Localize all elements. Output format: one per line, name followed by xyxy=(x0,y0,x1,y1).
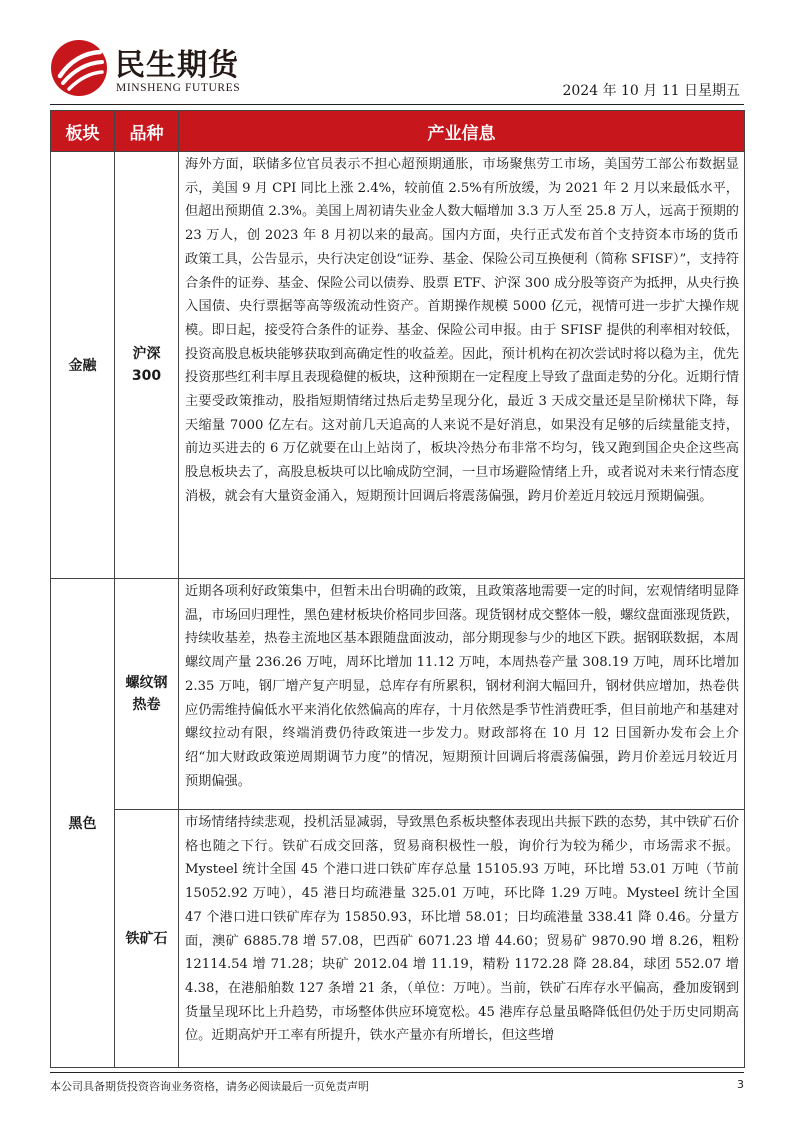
info-cell-iron-ore-wrapper xyxy=(179,810,745,1068)
info-cell-csi300: 海外方面，联储多位官员表示不担心超预期通胀，市场聚焦劳工市场，美国劳工部公布数据显示，美国 9 月 CPI 同比上涨 2.4%，较前值 2.5%有所放缓，为 2021 年 2 月以来最低水平，但超出预期值 2.3%。美国上周初请失业金人数大幅增加 3.3 万人至 25.8 万人，远高于预期的 23 万人，创 2023 年 8 月初以来的最高。国内方面，央行正式发布首个支持资本市场的货币政策工具，公告显示，央行决定创设“证券、基金、保险公司互换便利（简称 SFISF）”，支持符合条件的证券、基金、保险公司以债券、股票 ETF、沪深 300 成分股等资产为抵押，从央行换入国债、央行票据等高等级流动性资产。首期操作规模 5000 亿元，视情可进一步扩大操作规模。即日起，接受符合条件的证券、基金、保险公司申报。由于 SFISF 提供的利率相对较低，投资高股息板块能够获取到高确定性的收益差。因此，预计机构在初次尝试时将以稳为主，优先投资那些红利丰厚且表现稳健的板块，这种预期在一定程度上导致了盘面走势的分化。近期行情主要受政策推动，股指短期情绪过热后走势呈现分化，最近 3 天成交量还是呈阶梯状下降，每天缩量 7000 亿左右。这对前几天追高的人来说不是好消息，如果没有足够的后续量能支持，前边买进去的 6 万亿就要在山上站岗了，板块冷热分布非常不均匀，钱又跑到国企央企这些高股息板块去了，高股息板块可以比喻成防空洞，一旦市场避险情绪上升，或者说对未来行情态度消极，就会有大量资金涌入，短期预计回调后将震荡偏强，跨月价差近月较远月预期偏强。 xyxy=(179,152,745,579)
page-header xyxy=(50,36,744,104)
page-number: 3 xyxy=(737,1078,744,1091)
column-header-sector: 板块 xyxy=(51,111,115,152)
info-cell-iron-ore: 市场情绪持续悲观，投机活显减弱，导致黑色系板块整体表现出共振下跌的态势，其中铁矿石价格也随之下行。铁矿石成交回落，贸易商积极性一般，询价行为较为稀少，市场需求不振。Mysteel 统计全国 45 个港口进口铁矿库存总量 15105.93 万吨，环比增 53.01 万吨（节前 15052.92 万吨），45 港日均疏港量 325.01 万吨，环比降 1.29 万吨。Mysteel 统计全国 47 个港口进口铁矿库存为 15850.93，环比增 58.01；日均疏港量 338.41 降 0.46。分量方面，澳矿 6885.78 增 57.08，巴西矿 6071.23 增 44.60；贸易矿 9870.90 增 8.26，粗粉 12114.54 增 71.28；块矿 2012.04 增 11.19，精粉 1172.28 降 28.84，球团 552.07 增 4.38，在港船舶数 127 条增 21 条，（单位：万吨）。当前，铁矿石库存水平偏高，叠加废钢到货量呈现环比上升趋势，市场整体供应环境宽松。45 港库存总量虽略降低但仍处于历史同期高位。近期高炉开工率有所提升，铁水产量亦有所增长，但这些增 xyxy=(185,815,739,1044)
sector-cell-finance: 金融 xyxy=(51,152,115,579)
brand-name-cn: 民生期货 xyxy=(115,48,239,83)
table-row xyxy=(51,810,745,1068)
industry-info-table xyxy=(50,110,745,1068)
variety-cell-rebar-hrc: 螺纹钢热卷 xyxy=(115,579,179,810)
table-header-row xyxy=(51,111,745,152)
info-cell-rebar-hrc: 近期各项利好政策集中，但暂未出台明确的政策，且政策落地需要一定的时间，宏观情绪明显降温，市场回归理性，黑色建材板块价格同步回落。现货钢材成交整体一般，螺纹盘面涨现货跌，持续收基差，热卷主流地区基本跟随盘面波动，部分期现参与少的地区下跌。据钢联数据，本周螺纹周产量 236.26 万吨，周环比增加 11.12 万吨，本周热卷产量 308.19 万吨，周环比增加 2.35 万吨，钢厂增产复产明显，总库存有所累积，钢材利润大幅回升，钢材供应增加，热卷供应仍需维持偏低水平来消化依然偏高的库存，十月依然是季节性消费旺季，但目前地产和基建对螺纹拉动有限，终端消费仍待政策进一步发力。财政部将在 10 月 12 日国新办发布会上介绍“加大财政政策逆周期调节力度”的情况，短期预计回调后将震荡偏强，跨月价差远月较近月预期偏强。 xyxy=(179,579,745,810)
report-date: 2024 年 10 月 11 日星期五 xyxy=(562,83,740,99)
table-row xyxy=(51,579,745,810)
footer-disclaimer: 本公司具备期货投资咨询业务资格，请务必阅读最后一页免责声明 xyxy=(50,1080,369,1093)
page-footer xyxy=(50,1072,744,1096)
sector-cell-ferrous: 黑色 xyxy=(51,579,115,1068)
minsheng-logo-icon xyxy=(50,39,108,97)
brand-name-en: MINSHENG FUTURES xyxy=(116,82,241,94)
variety-cell-iron-ore: 铁矿石 xyxy=(115,810,179,1068)
column-header-info: 产业信息 xyxy=(179,111,745,152)
variety-cell-csi300: 沪深 300 xyxy=(115,152,179,579)
column-header-variety: 品种 xyxy=(115,111,179,152)
table-row xyxy=(51,152,745,579)
header-divider xyxy=(50,104,744,105)
